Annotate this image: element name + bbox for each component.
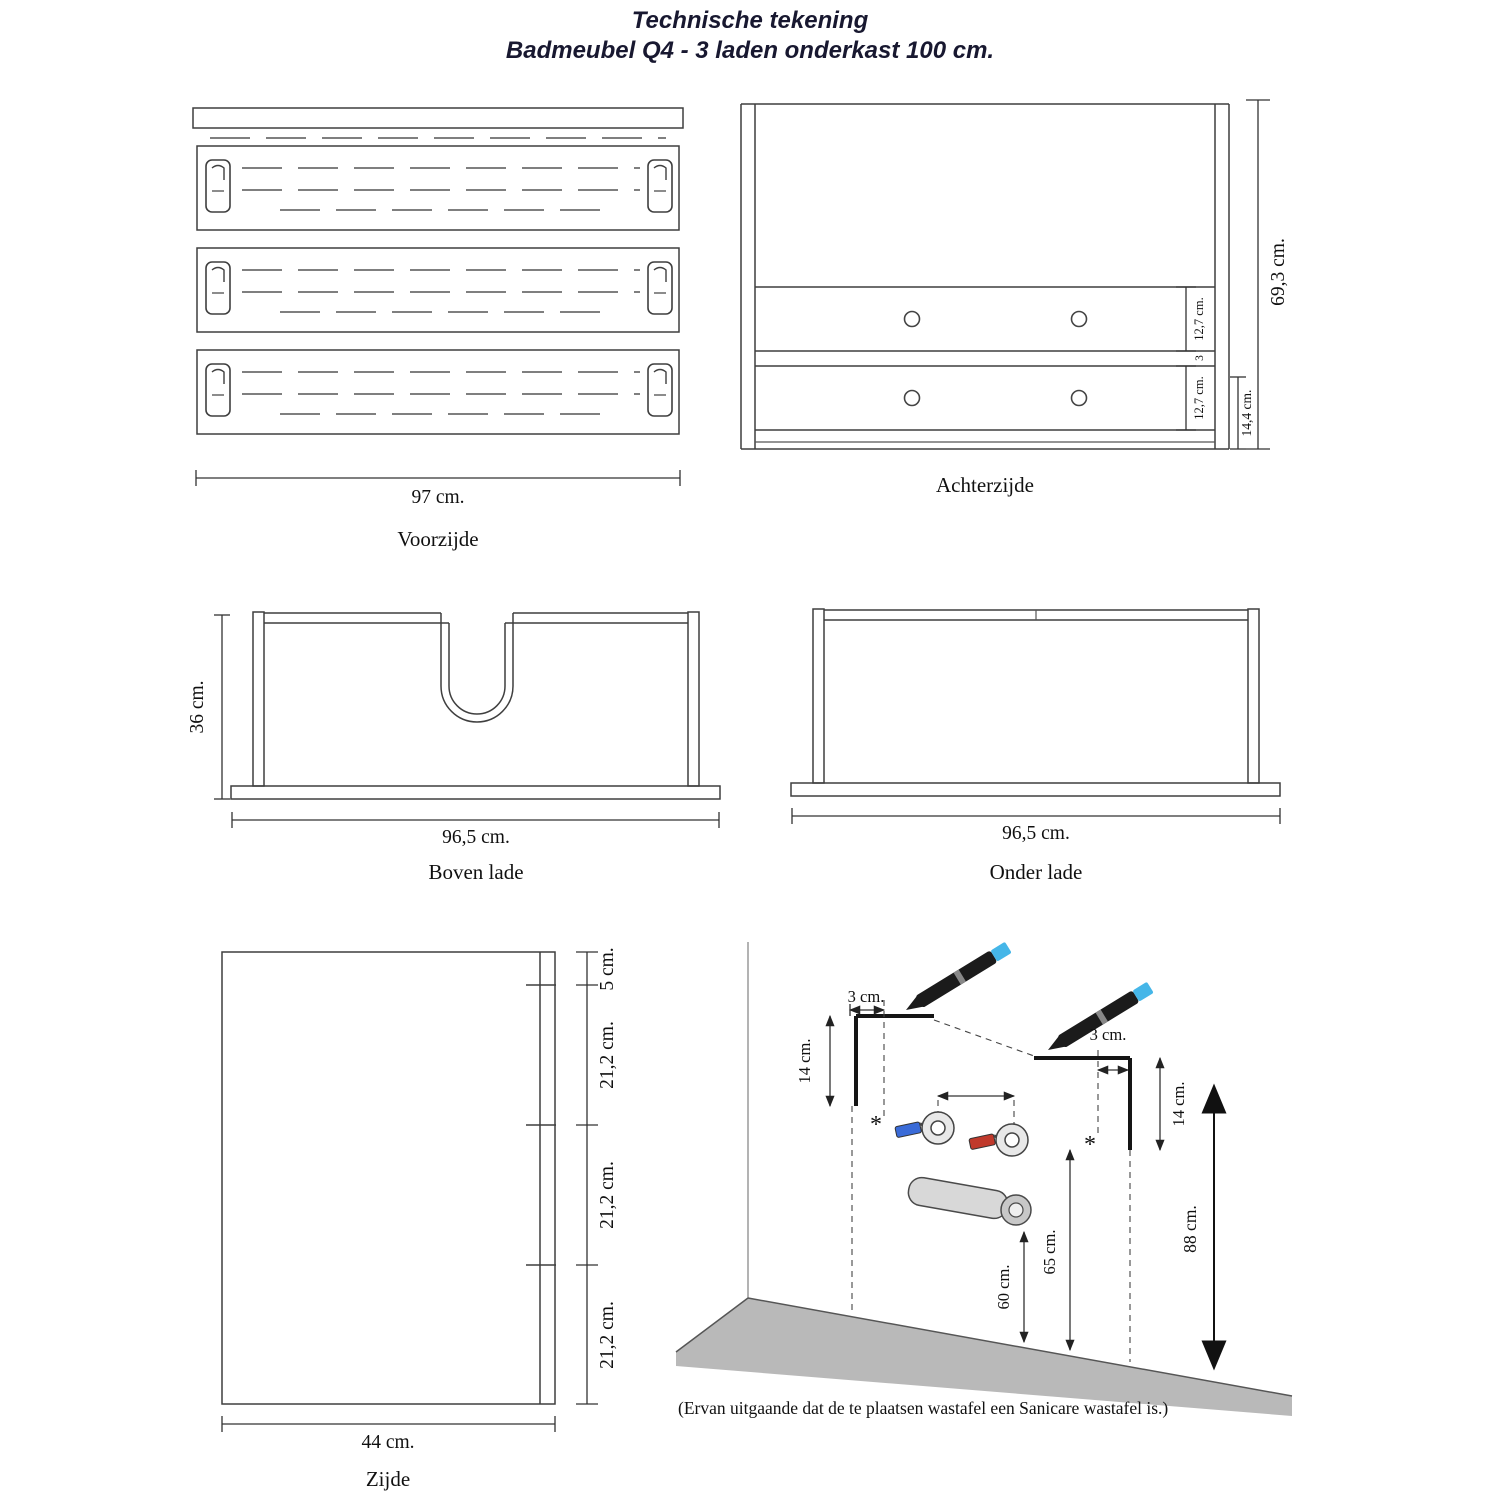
drawer-side-right — [688, 612, 699, 786]
bottom-section-dim-label: 14,4 cm. — [1239, 389, 1254, 437]
cold-water-valve-icon — [895, 1112, 954, 1144]
star-left: * — [870, 1112, 882, 1138]
drawer-side-right — [1248, 609, 1259, 783]
installatie-note: (Ervan uitgaande dat de te plaatsen wastafel een Sanicare wastafel is.) — [678, 1398, 1169, 1418]
boven-lade-caption: Boven lade — [428, 860, 524, 884]
offset-left-label: 3 cm. — [847, 987, 885, 1006]
drawer-front-1 — [197, 146, 679, 230]
rail-dimensions — [1176, 287, 1206, 430]
zijde-seg-4-label: 21,2 cm. — [597, 1301, 618, 1369]
achterzijde-caption: Achterzijde — [936, 473, 1034, 497]
voorzijde-caption: Voorzijde — [397, 527, 479, 551]
mount-bracket-left — [856, 1016, 934, 1106]
star-right: * — [1084, 1132, 1096, 1158]
back-rail-upper — [755, 287, 1215, 351]
boven-lade-height-label: 36 cm. — [187, 680, 208, 734]
depth-left-dimension — [795, 1016, 830, 1106]
offset-left-dimension — [848, 987, 885, 1138]
zijde-seg-2-label: 21,2 cm. — [597, 1021, 618, 1089]
rail-upper-dim-label: 12,7 cm. — [1192, 297, 1206, 341]
drawer-slide-clip-icon — [206, 262, 230, 314]
hot-water-valve-icon — [969, 1124, 1028, 1156]
marker-pen-icon — [1044, 981, 1154, 1056]
valve-height-dimension — [1040, 1150, 1070, 1350]
drawer-bottom-panel — [231, 786, 720, 799]
screw-hole-icon — [1072, 312, 1087, 327]
drawer-slide-clip-icon — [206, 364, 230, 416]
siphon-cutout — [441, 613, 513, 722]
rail-lower-dim-label: 12,7 cm. — [1192, 376, 1206, 420]
installatie-view — [676, 941, 1292, 1418]
rail-gap-dim-label: 3 — [1194, 355, 1206, 361]
achterzijde-height-label: 69,3 cm. — [1268, 238, 1289, 306]
title-line-2: Badmeubel Q4 - 3 laden onderkast 100 cm. — [505, 37, 995, 64]
boven-lade-width-label: 96,5 cm. — [442, 827, 510, 848]
voorzijde-width-dimension — [196, 470, 680, 508]
drawer-front-2 — [197, 248, 679, 332]
side-panel — [222, 952, 555, 1404]
total-height-dimension — [1180, 1086, 1214, 1368]
total-height-label: 88 cm. — [1180, 1205, 1200, 1253]
boven-lade-height-dimension — [187, 615, 230, 799]
voorzijde-width-label: 97 cm. — [411, 487, 465, 508]
zijde-width-label: 44 cm. — [361, 1432, 415, 1453]
screw-hole-icon — [905, 391, 920, 406]
bottom-section-dimension — [1230, 377, 1254, 449]
offset-right-label: 3 cm. — [1089, 1025, 1127, 1044]
zijde-seg-3-label: 21,2 cm. — [597, 1161, 618, 1229]
zijde-segment-dimensions — [576, 947, 618, 1404]
drain-height-dimension — [994, 1232, 1024, 1342]
drawer-slide-clip-icon — [206, 160, 230, 212]
drawer-slide-clip-icon — [648, 364, 672, 416]
title-line-1: Technische tekening — [631, 7, 869, 34]
zijde-width-dimension — [222, 1416, 555, 1453]
depth-right-label: 14 cm. — [1169, 1081, 1188, 1127]
cabinet-top-strip — [193, 108, 683, 128]
drawer-slide-clip-icon — [648, 160, 672, 212]
drawer-bottom-panel — [791, 783, 1280, 796]
drain-height-label: 60 cm. — [994, 1264, 1013, 1310]
onder-lade-caption: Onder lade — [989, 860, 1083, 884]
zijde-caption: Zijde — [365, 1467, 411, 1491]
boven-lade-view — [187, 612, 720, 884]
onder-lade-view — [791, 609, 1280, 884]
onder-lade-width-dimension — [792, 808, 1280, 844]
mount-bracket-right — [1034, 1058, 1130, 1150]
offset-right-dimension — [1084, 1025, 1128, 1158]
screw-hole-icon — [905, 312, 920, 327]
achterzijde-view — [741, 100, 1289, 497]
onder-lade-width-label: 96,5 cm. — [1002, 823, 1070, 844]
zijde-seg-top-label: 5 cm. — [597, 947, 618, 991]
marker-pen-icon — [902, 941, 1012, 1016]
valve-height-label: 65 cm. — [1040, 1229, 1059, 1275]
drawer-front-3 — [197, 350, 679, 434]
drawer-side-left — [253, 612, 264, 786]
depth-right-dimension — [1160, 1058, 1188, 1150]
drain-pipe-icon — [906, 1176, 1031, 1225]
depth-left-label: 14 cm. — [795, 1038, 814, 1084]
voorzijde-view — [193, 108, 683, 551]
zijde-view — [222, 947, 618, 1491]
drawer-side-left — [813, 609, 824, 783]
screw-hole-icon — [1072, 391, 1087, 406]
drawer-slide-clip-icon — [648, 262, 672, 314]
back-rail-lower — [755, 366, 1215, 430]
boven-lade-width-dimension — [232, 812, 719, 848]
